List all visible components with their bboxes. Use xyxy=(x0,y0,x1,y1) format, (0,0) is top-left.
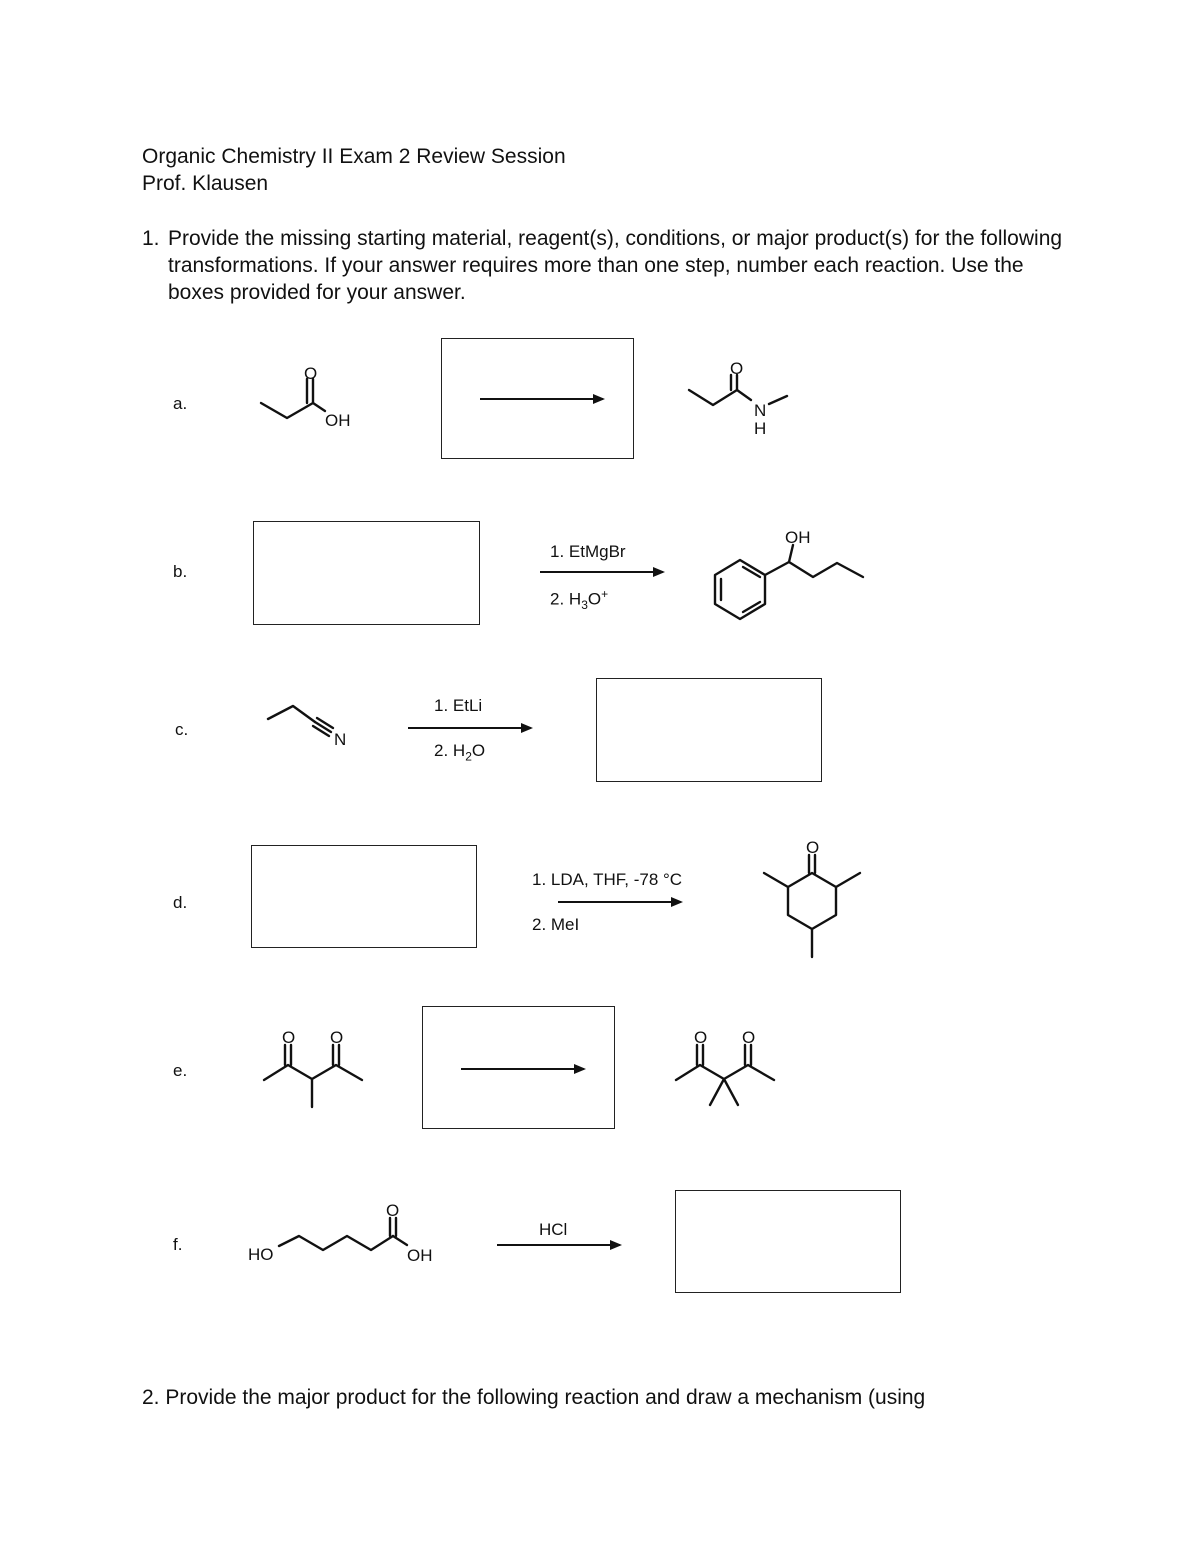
n-methylpropanamide-structure xyxy=(685,360,795,440)
atom-h: H xyxy=(754,419,767,438)
answer-box-d[interactable] xyxy=(251,845,477,948)
answer-box-f[interactable] xyxy=(675,1190,901,1293)
problem-a-label: a. xyxy=(173,394,188,413)
reaction-arrow-a xyxy=(480,398,603,400)
problem-e-label: e. xyxy=(173,1061,188,1080)
atom-amide-o: O xyxy=(730,359,744,378)
question-1-text: Provide the missing starting material, reagent(s), conditions, or major product(s) for the following transformations. If your answer requires more than one step, number each reaction. Use the boxes provided for your answer. xyxy=(168,227,1063,304)
atom-oh: OH xyxy=(785,528,811,547)
answer-box-b[interactable] xyxy=(253,521,480,625)
reaction-arrow-f xyxy=(497,1244,620,1246)
course-title: Organic Chemistry II Exam 2 Review Session xyxy=(142,145,566,168)
atom-o-1: O xyxy=(282,1028,296,1047)
atom-oh: OH xyxy=(325,411,351,430)
reagent-c-1: 1. EtLi xyxy=(434,696,483,715)
atom-n: N xyxy=(334,730,347,749)
reagent-b-2: 2. $H_3O^+$ xyxy=(550,587,609,613)
reagent-c-2: 2. $H_2O$ xyxy=(434,741,486,764)
atom-o-3: O xyxy=(694,1028,708,1047)
answer-box-c[interactable] xyxy=(596,678,822,782)
trimethylcyclohexanone-structure xyxy=(755,835,870,965)
question-2-text: 2. Provide the major product for the following reaction and draw a mechanism (using xyxy=(142,1386,926,1409)
3-3-dimethyl-2-4-pentanedione-structure xyxy=(670,1025,780,1115)
atom-o-2: O xyxy=(330,1028,344,1047)
question-1-number: 1. xyxy=(142,227,160,250)
answer-box-a[interactable] xyxy=(441,338,634,459)
propanoic-acid-structure xyxy=(255,365,365,435)
atom-ho: HO xyxy=(248,1245,274,1264)
problem-b-label: b. xyxy=(173,562,188,581)
atom-n: N xyxy=(754,401,767,420)
reagent-d-1: 1. LDA, THF, -78 °C xyxy=(532,870,683,889)
atom-oh: OH xyxy=(407,1246,433,1265)
propanenitrile-structure xyxy=(265,700,365,755)
1-phenylbutanol-structure xyxy=(705,525,875,630)
reaction-arrow-b xyxy=(540,571,663,573)
5-hydroxypentanoic-acid-structure xyxy=(245,1198,445,1270)
problem-f-label: f. xyxy=(173,1235,183,1254)
reaction-arrow-d xyxy=(558,901,681,903)
reaction-arrow-c xyxy=(408,727,531,729)
reagent-f-1: HCl xyxy=(539,1220,568,1239)
reaction-arrow-e xyxy=(461,1068,584,1070)
answer-box-e[interactable] xyxy=(422,1006,615,1129)
3-methyl-2-4-pentanedione-structure xyxy=(258,1025,368,1115)
problem-d-label: d. xyxy=(173,893,188,912)
atom-o: O xyxy=(386,1201,400,1220)
professor-name: Prof. Klausen xyxy=(142,172,269,195)
reagent-b-1: 1. EtMgBr xyxy=(550,542,626,561)
problem-c-label: c. xyxy=(175,720,189,739)
atom-o: O xyxy=(304,364,318,383)
atom-o-4: O xyxy=(742,1028,756,1047)
atom-o: O xyxy=(806,838,820,857)
reagent-d-2: 2. MeI xyxy=(532,915,580,934)
page-title xyxy=(142,143,566,197)
